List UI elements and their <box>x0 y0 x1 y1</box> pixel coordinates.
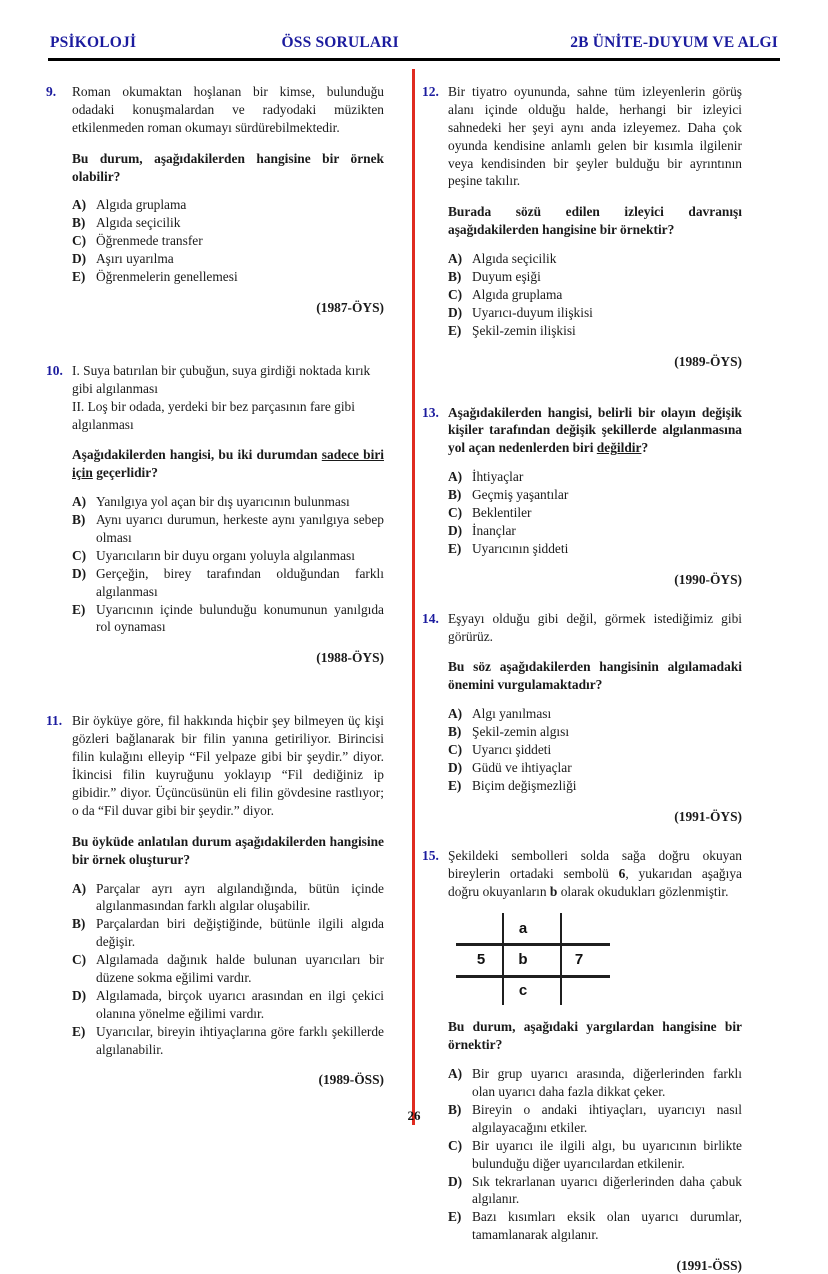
header-unit: 2B ÜNİTE-DUYUM VE ALGI <box>570 34 778 51</box>
left-column <box>46 83 394 1274</box>
option-text: Gerçeğin, birey tarafından olduğundan farklı algılanması <box>96 565 384 599</box>
header-divider-rule <box>48 58 780 61</box>
option-c[interactable] <box>72 951 384 987</box>
option-letter: B) <box>448 269 462 285</box>
option-letter: A) <box>448 1066 463 1082</box>
option-b[interactable] <box>72 214 384 232</box>
option-letter: D) <box>448 304 463 320</box>
option-letter: B) <box>448 1101 462 1117</box>
option-a[interactable] <box>448 468 742 486</box>
option-text: Algıda gruplama <box>472 286 563 302</box>
question-spacer <box>46 316 384 362</box>
question-prompt: Bu öyküde anlatılan durum aşağıdakilerden hangisine bir örnek oluşturur? <box>72 833 384 867</box>
option-text: Güdü ve ihtiyaçlar <box>472 759 572 775</box>
option-text: Duyum eşiği <box>472 269 541 285</box>
option-text: Uyarıcıların bir duyu organı yoluyla algılanması <box>96 547 355 563</box>
option-letter: B) <box>448 724 462 740</box>
option-text: Aynı uyarıcı durumun, herkeste aynı yanılgıya sebep olması <box>96 512 384 546</box>
question-source: (1989-ÖSS) <box>318 1072 384 1088</box>
option-text: Bir grup uyarıcı arasında, diğerlerinden farklı olan uyarıcı daha fazla dikkat çeker. <box>472 1066 742 1100</box>
prompt-part-1: Aşağıdakilerden hangisi, belirli bir olayın değişik kişiler tarafından değişik şekillerde algılanmasına yol açan nedenlerden biri <box>448 404 742 456</box>
options-list <box>448 468 742 557</box>
grid-vertical-line-left <box>502 913 504 1005</box>
option-c[interactable] <box>448 1137 742 1173</box>
grid-symbol-top: a <box>518 919 528 937</box>
option-e[interactable] <box>448 322 742 340</box>
option-c[interactable] <box>72 547 384 565</box>
question-number: 15. <box>422 847 439 863</box>
options-list <box>72 880 384 1059</box>
option-text: Uyarıcının şiddeti <box>472 540 569 556</box>
option-letter: C) <box>72 233 87 249</box>
option-letter: E) <box>448 540 462 556</box>
option-e[interactable] <box>448 777 742 795</box>
two-column-layout <box>46 83 782 1274</box>
prompt-part-2: ? <box>641 440 649 456</box>
grid-symbol-bottom: c <box>518 981 528 999</box>
option-d[interactable] <box>448 522 742 540</box>
option-letter: B) <box>72 512 86 528</box>
option-c[interactable] <box>448 741 742 759</box>
option-text: Uyarıcının içinde bulunduğu konumunun yanılgıda rol oynaması <box>96 601 384 635</box>
option-letter: D) <box>72 251 87 267</box>
grid-symbol-center: b <box>518 950 528 968</box>
question-stem: Bir öyküye göre, fil hakkında hiçbir şey bilmeyen üç kişi gözleri bağlanarak bir filin yanına getiriliyor. Birincisi filin kulağını elleyip “Fil yelpaze gibi bir şeydir.” diyor. İkincisi filin kuyruğunu yoklayıp “Fil dediğiniz ip gibidir.” diyor. Üçüncüsünün eli filin gövdesine rastlıyor; o da “Fil duvar gibi bir şeydir.” diyor. <box>72 713 384 818</box>
option-text: Bir uyarıcı ile ilgili algı, bu uyarıcının birlikte bulunduğu diğer uyarıcılardan etkilenir. <box>472 1137 742 1171</box>
question-stem: Eşyayı olduğu gibi değil, görmek istediğimiz gibi görürüz. <box>448 610 742 644</box>
options-list <box>72 493 384 636</box>
option-letter: A) <box>72 880 87 896</box>
option-text: İhtiyaçlar <box>472 469 524 485</box>
question-12 <box>422 83 742 370</box>
question-source: (1990-ÖYS) <box>674 571 742 587</box>
option-letter: C) <box>448 1137 463 1153</box>
grid-symbol-right: 7 <box>574 950 584 968</box>
option-d[interactable] <box>72 250 384 268</box>
option-text: Bazı kısımları eksik olan uyarıcı durumlar, tamamlanarak algılanır. <box>472 1209 742 1243</box>
option-b[interactable] <box>448 268 742 286</box>
question-spacer <box>422 588 742 610</box>
option-letter: A) <box>448 706 463 722</box>
question-10 <box>46 362 384 666</box>
option-text: Öğrenmelerin genellemesi <box>96 269 238 285</box>
option-text: Yanılgıya yol açan bir dış uyarıcının bulunması <box>96 494 350 510</box>
option-e[interactable] <box>72 268 384 286</box>
option-text: Beklentiler <box>472 505 532 521</box>
option-d[interactable] <box>448 304 742 322</box>
prompt-underlined: sadece biri için <box>72 447 384 481</box>
option-letter: D) <box>72 565 87 581</box>
question-prompt <box>448 404 742 458</box>
option-b[interactable] <box>448 723 742 741</box>
option-text: İnançlar <box>472 522 516 538</box>
option-letter: B) <box>72 215 86 231</box>
question-stem-roman-2: II. Loş bir odada, yerdeki bir bez parçasının fare gibi algılanması <box>72 398 355 432</box>
question-13 <box>422 404 742 588</box>
question-prompt <box>72 446 384 482</box>
option-b[interactable] <box>72 915 384 951</box>
option-letter: D) <box>448 1173 463 1189</box>
header-title: ÖSS SORULARI <box>281 34 399 51</box>
options-list <box>448 705 742 794</box>
question-source: (1989-ÖYS) <box>674 353 742 369</box>
question-spacer <box>46 666 384 712</box>
option-text: Uyarıcı-duyum ilişkisi <box>472 304 593 320</box>
option-text: Geçmiş yaşantılar <box>472 487 569 503</box>
option-text: Algıda gruplama <box>96 197 187 213</box>
stem-part-3: olarak okudukları gözlenmiştir. <box>557 883 729 899</box>
option-text: Algı yanılması <box>472 706 552 722</box>
option-letter: E) <box>448 777 462 793</box>
hash-grid <box>456 913 610 1005</box>
option-letter: E) <box>448 1209 462 1225</box>
question-9 <box>46 83 384 316</box>
prompt-underlined: değildir <box>596 440 642 456</box>
question-source: (1991-ÖSS) <box>676 1258 742 1274</box>
option-letter: C) <box>72 952 87 968</box>
option-e[interactable] <box>448 1208 742 1244</box>
option-text: Uyarıcılar, bireyin ihtiyaçlarına göre farklı şekillerde algılanabilir. <box>96 1023 384 1057</box>
option-letter: E) <box>72 1023 86 1039</box>
question-spacer <box>422 370 742 404</box>
option-letter: E) <box>448 322 462 338</box>
option-a[interactable] <box>448 250 742 268</box>
option-letter: A) <box>448 251 463 267</box>
option-letter: B) <box>448 487 462 503</box>
option-letter: C) <box>448 742 463 758</box>
option-letter: C) <box>448 505 463 521</box>
option-d[interactable] <box>72 987 384 1023</box>
right-column <box>394 83 742 1274</box>
option-text: Öğrenmede transfer <box>96 233 203 249</box>
page-number: 26 <box>407 1108 421 1123</box>
options-list <box>448 1065 742 1244</box>
option-text: Uyarıcı şiddeti <box>472 742 552 758</box>
option-d[interactable] <box>448 1173 742 1209</box>
question-number: 10. <box>46 362 63 378</box>
question-stem-roman-1: I. Suya batırılan bir çubuğun, suya girdiği noktada kırık gibi algılanması <box>72 362 371 396</box>
question-prompt: Bu durum, aşağıdaki yargılardan hangisine bir örnektir? <box>448 1019 742 1053</box>
option-text: Algılamada, birçok uyarıcı arasından en ilgi çekici olanına yönelme eğilimi vardır. <box>96 987 384 1021</box>
question-stem: Roman okumaktan hoşlanan bir kimse, bulunduğu odadaki konuşmalardan ve radyodaki müzikten etkilenmeden roman okumayı sürdürebilmektedir. <box>72 84 384 135</box>
question-number: 11. <box>46 713 63 729</box>
option-d[interactable] <box>72 565 384 601</box>
options-list <box>448 250 742 339</box>
option-text: Şekil-zemin algısı <box>472 724 570 740</box>
option-letter: E) <box>72 269 86 285</box>
option-a[interactable] <box>448 705 742 723</box>
header-subject: PSİKOLOJİ <box>50 34 137 51</box>
question-11 <box>46 712 384 1088</box>
option-a[interactable] <box>72 196 384 214</box>
stem-symbol-b: b <box>549 883 558 899</box>
option-letter: A) <box>448 469 463 485</box>
symbol-grid-figure <box>448 913 742 1005</box>
page-header <box>46 34 782 56</box>
option-text: Bireyin o andaki ihtiyaçları, uyarıcıyı nasıl algılayacağını etkiler. <box>472 1101 742 1135</box>
option-letter: D) <box>448 759 463 775</box>
option-c[interactable] <box>448 504 742 522</box>
question-number: 13. <box>422 404 439 420</box>
option-text: Aşırı uyarılma <box>96 251 174 267</box>
option-a[interactable] <box>448 1065 742 1101</box>
option-c[interactable] <box>72 232 384 250</box>
question-spacer <box>422 825 742 847</box>
option-e[interactable] <box>72 1023 384 1059</box>
option-e[interactable] <box>72 601 384 637</box>
option-letter: D) <box>448 522 463 538</box>
question-source: (1991-ÖYS) <box>674 808 742 824</box>
stem-symbol-six: 6 <box>618 865 626 881</box>
option-letter: C) <box>448 286 463 302</box>
option-letter: B) <box>72 916 86 932</box>
option-letter: A) <box>72 494 87 510</box>
option-text: Sık tekrarlanan uyarıcı diğerlerinden daha çabuk algılanır. <box>472 1173 742 1207</box>
question-number: 9. <box>46 84 57 99</box>
column-divider-line <box>412 69 415 1125</box>
question-number: 12. <box>422 84 439 99</box>
question-source: (1988-ÖYS) <box>316 650 384 666</box>
option-text: Parçalardan biri değiştiğinde, bütünle ilgili algıda değişir. <box>96 916 384 950</box>
option-letter: A) <box>72 197 87 213</box>
question-prompt: Bu söz aşağıdakilerden hangisinin algılamadaki önemini vurgulamaktadır? <box>448 659 742 693</box>
options-list <box>72 196 384 285</box>
option-letter: D) <box>72 987 87 1003</box>
option-a[interactable] <box>72 493 384 511</box>
option-b[interactable] <box>72 511 384 547</box>
option-text: Algılamada dağınık halde bulunan uyarıcıları bir düzene sokma eğilimi vardır. <box>96 952 384 985</box>
grid-symbol-left: 5 <box>476 950 486 968</box>
stem-part-1: Şekildeki sembolleri solda sağa doğru okuyan bireylerin ortadaki sembolü <box>448 847 742 881</box>
question-prompt: Burada sözü edilen izleyici davranışı aşağıdakilerden hangisine bir örnektir? <box>448 204 742 238</box>
prompt-part-1: Aşağıdakilerden hangisi, bu iki durumdan <box>72 447 322 463</box>
option-a[interactable] <box>72 880 384 916</box>
option-letter: E) <box>72 601 86 617</box>
question-14 <box>422 610 742 825</box>
question-number: 14. <box>422 610 439 626</box>
option-b[interactable] <box>448 486 742 504</box>
question-stem: Bir tiyatro oyununda, sahne tüm izleyenlerin görüş alanı içinde olduğu halde, herhangi bir izleyici sahnedeki her şeyi aynı anda izleyemez. Daha çok oyunda kendisine anlamlı gelen bir kısımla ilgilenir veya kendisinden bir şeyler bulduğu bir ayrıntının peşine takılır. <box>448 84 742 189</box>
option-c[interactable] <box>448 286 742 304</box>
question-prompt: Bu durum, aşağıdakilerden hangisine bir örnek olabilir? <box>72 150 384 184</box>
question-15 <box>422 847 742 1274</box>
option-e[interactable] <box>448 540 742 558</box>
option-text: Algıda seçicilik <box>472 251 557 267</box>
option-text: Parçalar ayrı ayrı algılandığında, bütün içinde algılanmasından farklı algılar oluşabilir. <box>96 880 384 914</box>
stem-part-2: , yukarıdan aşağıya doğru okuyanların <box>448 865 742 899</box>
option-text: Biçim değişmezliği <box>472 777 577 793</box>
option-text: Şekil-zemin ilişkisi <box>472 322 576 338</box>
prompt-part-2: geçerlidir? <box>92 465 158 481</box>
option-letter: C) <box>72 547 87 563</box>
option-d[interactable] <box>448 759 742 777</box>
grid-vertical-line-right <box>560 913 562 1005</box>
question-stem <box>448 847 742 901</box>
option-text: Algıda seçicilik <box>96 215 181 231</box>
question-source: (1987-ÖYS) <box>316 299 384 315</box>
